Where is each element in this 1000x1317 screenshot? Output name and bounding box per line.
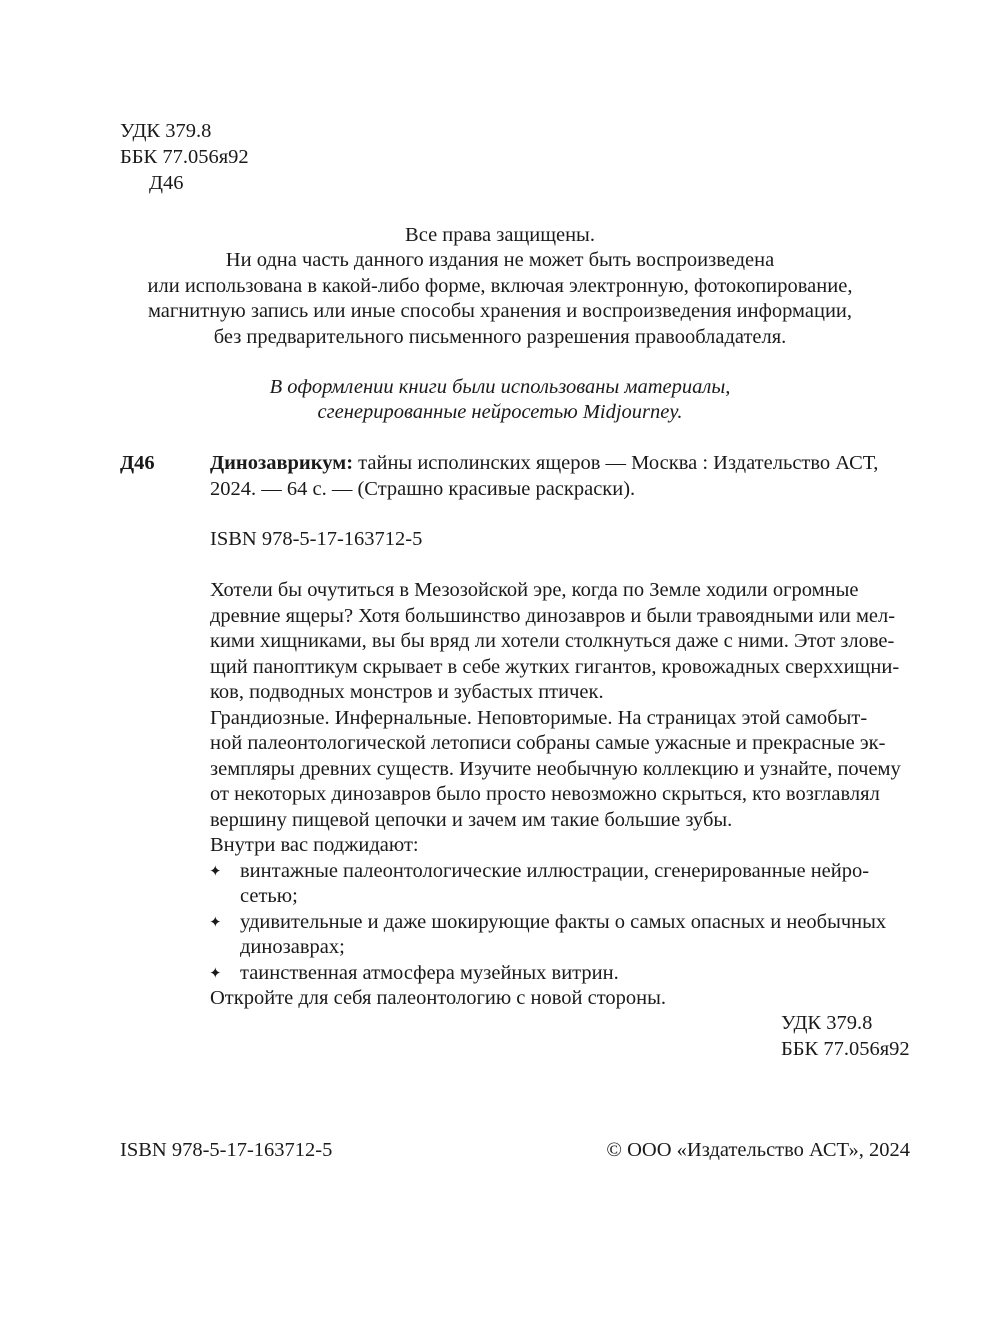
rights-line-1: Все права защищены. xyxy=(405,224,595,246)
annotation-p2-line-3: земпляры древних существ. Изучите необычную коллекцию и узнайте, почему xyxy=(210,758,901,780)
ai-note-line-2: сгенерированные нейросетью Midjourney. xyxy=(317,401,683,423)
list-item-2-line-1: удивительные и даже шокирующие факты о самых опасных и необычных xyxy=(240,911,887,933)
annotation-p1-line-3: кими хищниками, вы бы вряд ли хотели столкнуться даже с ними. Этот злове- xyxy=(210,630,895,652)
annotation-p2-line-1: Грандиозные. Инфернальные. Неповторимые. На страницах этой самобыт- xyxy=(210,707,868,729)
entry-line-1 xyxy=(210,450,878,476)
author-mark-top: Д46 xyxy=(149,172,184,194)
annotation-p2-line-2: ной палеонтологической летописи собраны самые ужасные и прекрасные эк- xyxy=(210,732,886,754)
annotation-p2-line-4: от некоторых динозавров было просто невозможно скрыться, кто возглавлял xyxy=(210,783,880,805)
ai-note-line-1: В оформлении книги были использованы материалы, xyxy=(269,376,731,398)
isbn-entry: ISBN 978-5-17-163712-5 xyxy=(210,528,423,550)
annotation-p1-line-2: древние ящеры? Хотя большинство динозавров и были травоядными или мел- xyxy=(210,605,896,627)
list-item-2-line-2: динозаврах; xyxy=(240,936,345,958)
bbk-top: ББК 77.056я92 xyxy=(120,146,249,168)
entry-line-1-rest: тайны исполинских ящеров — Москва : Издательство АСТ, xyxy=(358,452,879,474)
rights-line-3: или использована в какой-либо форме, включая электронную, фотокопирование, xyxy=(147,275,853,297)
bullet-star-icon: ✦ xyxy=(209,915,222,931)
annotation-p1-line-4: щий паноптикум скрывает в себе жутких гигантов, кровожадных сверххищни- xyxy=(210,656,900,678)
rights-line-5: без предварительного письменного разрешения правообладателя. xyxy=(213,326,787,348)
author-mark-entry: Д46 xyxy=(120,452,155,474)
list-item-1-line-2: сетью; xyxy=(240,885,298,907)
entry-line-2: 2024. — 64 с. — (Страшно красивые раскраски). xyxy=(210,478,636,500)
annotation-p2-line-5: вершину пищевой цепочки и зачем им такие большие зубы. xyxy=(210,809,733,831)
rights-line-2: Ни одна часть данного издания не может быть воспроизведена xyxy=(225,249,775,271)
list-item-3-line-1: таинственная атмосфера музейных витрин. xyxy=(240,962,619,984)
bullet-star-icon: ✦ xyxy=(209,864,222,880)
copyright-footer: © ООО «Издательство АСТ», 2024 xyxy=(606,1139,910,1161)
bbk-bottom: ББК 77.056я92 xyxy=(781,1038,910,1060)
bullet-star-icon: ✦ xyxy=(209,966,222,982)
annotation-closing: Откройте для себя палеонтологию с новой стороны. xyxy=(210,987,667,1009)
list-item-1-line-1: винтажные палеонтологические иллюстрации, сгенерированные нейро- xyxy=(240,860,870,882)
book-title: Динозаврикум: xyxy=(210,452,354,474)
isbn-footer: ISBN 978-5-17-163712-5 xyxy=(120,1139,333,1161)
rights-line-4: магнитную запись или иные способы хранения и воспроизведения информации, xyxy=(147,300,853,322)
annotation-p1-line-1: Хотели бы очутиться в Мезозойской эре, когда по Земле ходили огромные xyxy=(210,579,859,601)
udk-bottom: УДК 379.8 xyxy=(781,1012,873,1034)
annotation-p1-line-5: ков, подводных монстров и зубастых птичек. xyxy=(210,681,604,703)
annotation-intro-list: Внутри вас поджидают: xyxy=(210,834,419,856)
udk-top: УДК 379.8 xyxy=(120,120,212,142)
